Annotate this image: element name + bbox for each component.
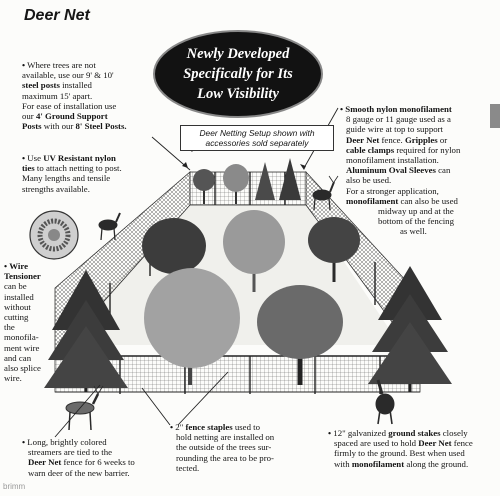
page-title: Deer Net bbox=[24, 7, 90, 24]
bullet: • bbox=[22, 60, 26, 70]
banner-line: Low Visibility bbox=[197, 86, 279, 102]
banner-headline bbox=[160, 44, 316, 104]
note-steel-posts: • Where trees are not available, use our 9' & 10' steel posts installed maximum 15' apart. For ease of installation use our 4' Ground Support Posts with our 8' Steel Posts. bbox=[22, 60, 127, 132]
setup-caption bbox=[180, 125, 334, 151]
note-fence-staples: • 2" fence staples used to hold netting are installed on the outside of the trees sur- rounding the area to be pro- tected. bbox=[170, 422, 275, 473]
caption-line: accessories sold separately bbox=[205, 138, 309, 148]
bullet: • bbox=[22, 153, 26, 163]
watermark: brimm bbox=[3, 482, 26, 491]
wire-tensioner-image bbox=[30, 211, 78, 259]
side-tab bbox=[490, 104, 500, 128]
bullet: • bbox=[340, 104, 344, 114]
bullet: • bbox=[22, 437, 26, 447]
note-monofilament: • Smooth nylon monofilament 8 gauge or 11 gauge used as a guide wire at top to support Deer Net fence. Gripples or cable clamps required for nylon monofilament installation. Aluminum Oval Sleeves can also be used. For a stronger application, monofilament can also be used midway up and at the bottom of the fencing as well. bbox=[340, 104, 461, 237]
note-nylon-ties: • Use UV Resistant nylon ties to attach netting to post. Many lengths and tensile strengths available. bbox=[22, 153, 122, 194]
note-streamers: • Long, brightly colored streamers are tied to the Deer Net fence for 6 weeks to warn deer of the new barrier. bbox=[22, 437, 135, 478]
bullet: • bbox=[328, 428, 332, 438]
bullet: • bbox=[4, 261, 8, 271]
caption-line: Deer Netting Setup shown with bbox=[199, 128, 315, 138]
bullet: • bbox=[170, 422, 174, 432]
note-wire-tensioner: • Wire Tensioner can be installed without cutting the monofila- ment wire and can also splice wire. bbox=[4, 261, 41, 384]
banner-line: Specifically for Its bbox=[183, 66, 293, 82]
banner-line: Newly Developed bbox=[186, 46, 290, 62]
note-ground-stakes: • 12" galvanized ground stakes closely spaced are used to hold Deer Net fence firmly to the ground. Best when used with monofilament along the ground. bbox=[328, 428, 473, 469]
